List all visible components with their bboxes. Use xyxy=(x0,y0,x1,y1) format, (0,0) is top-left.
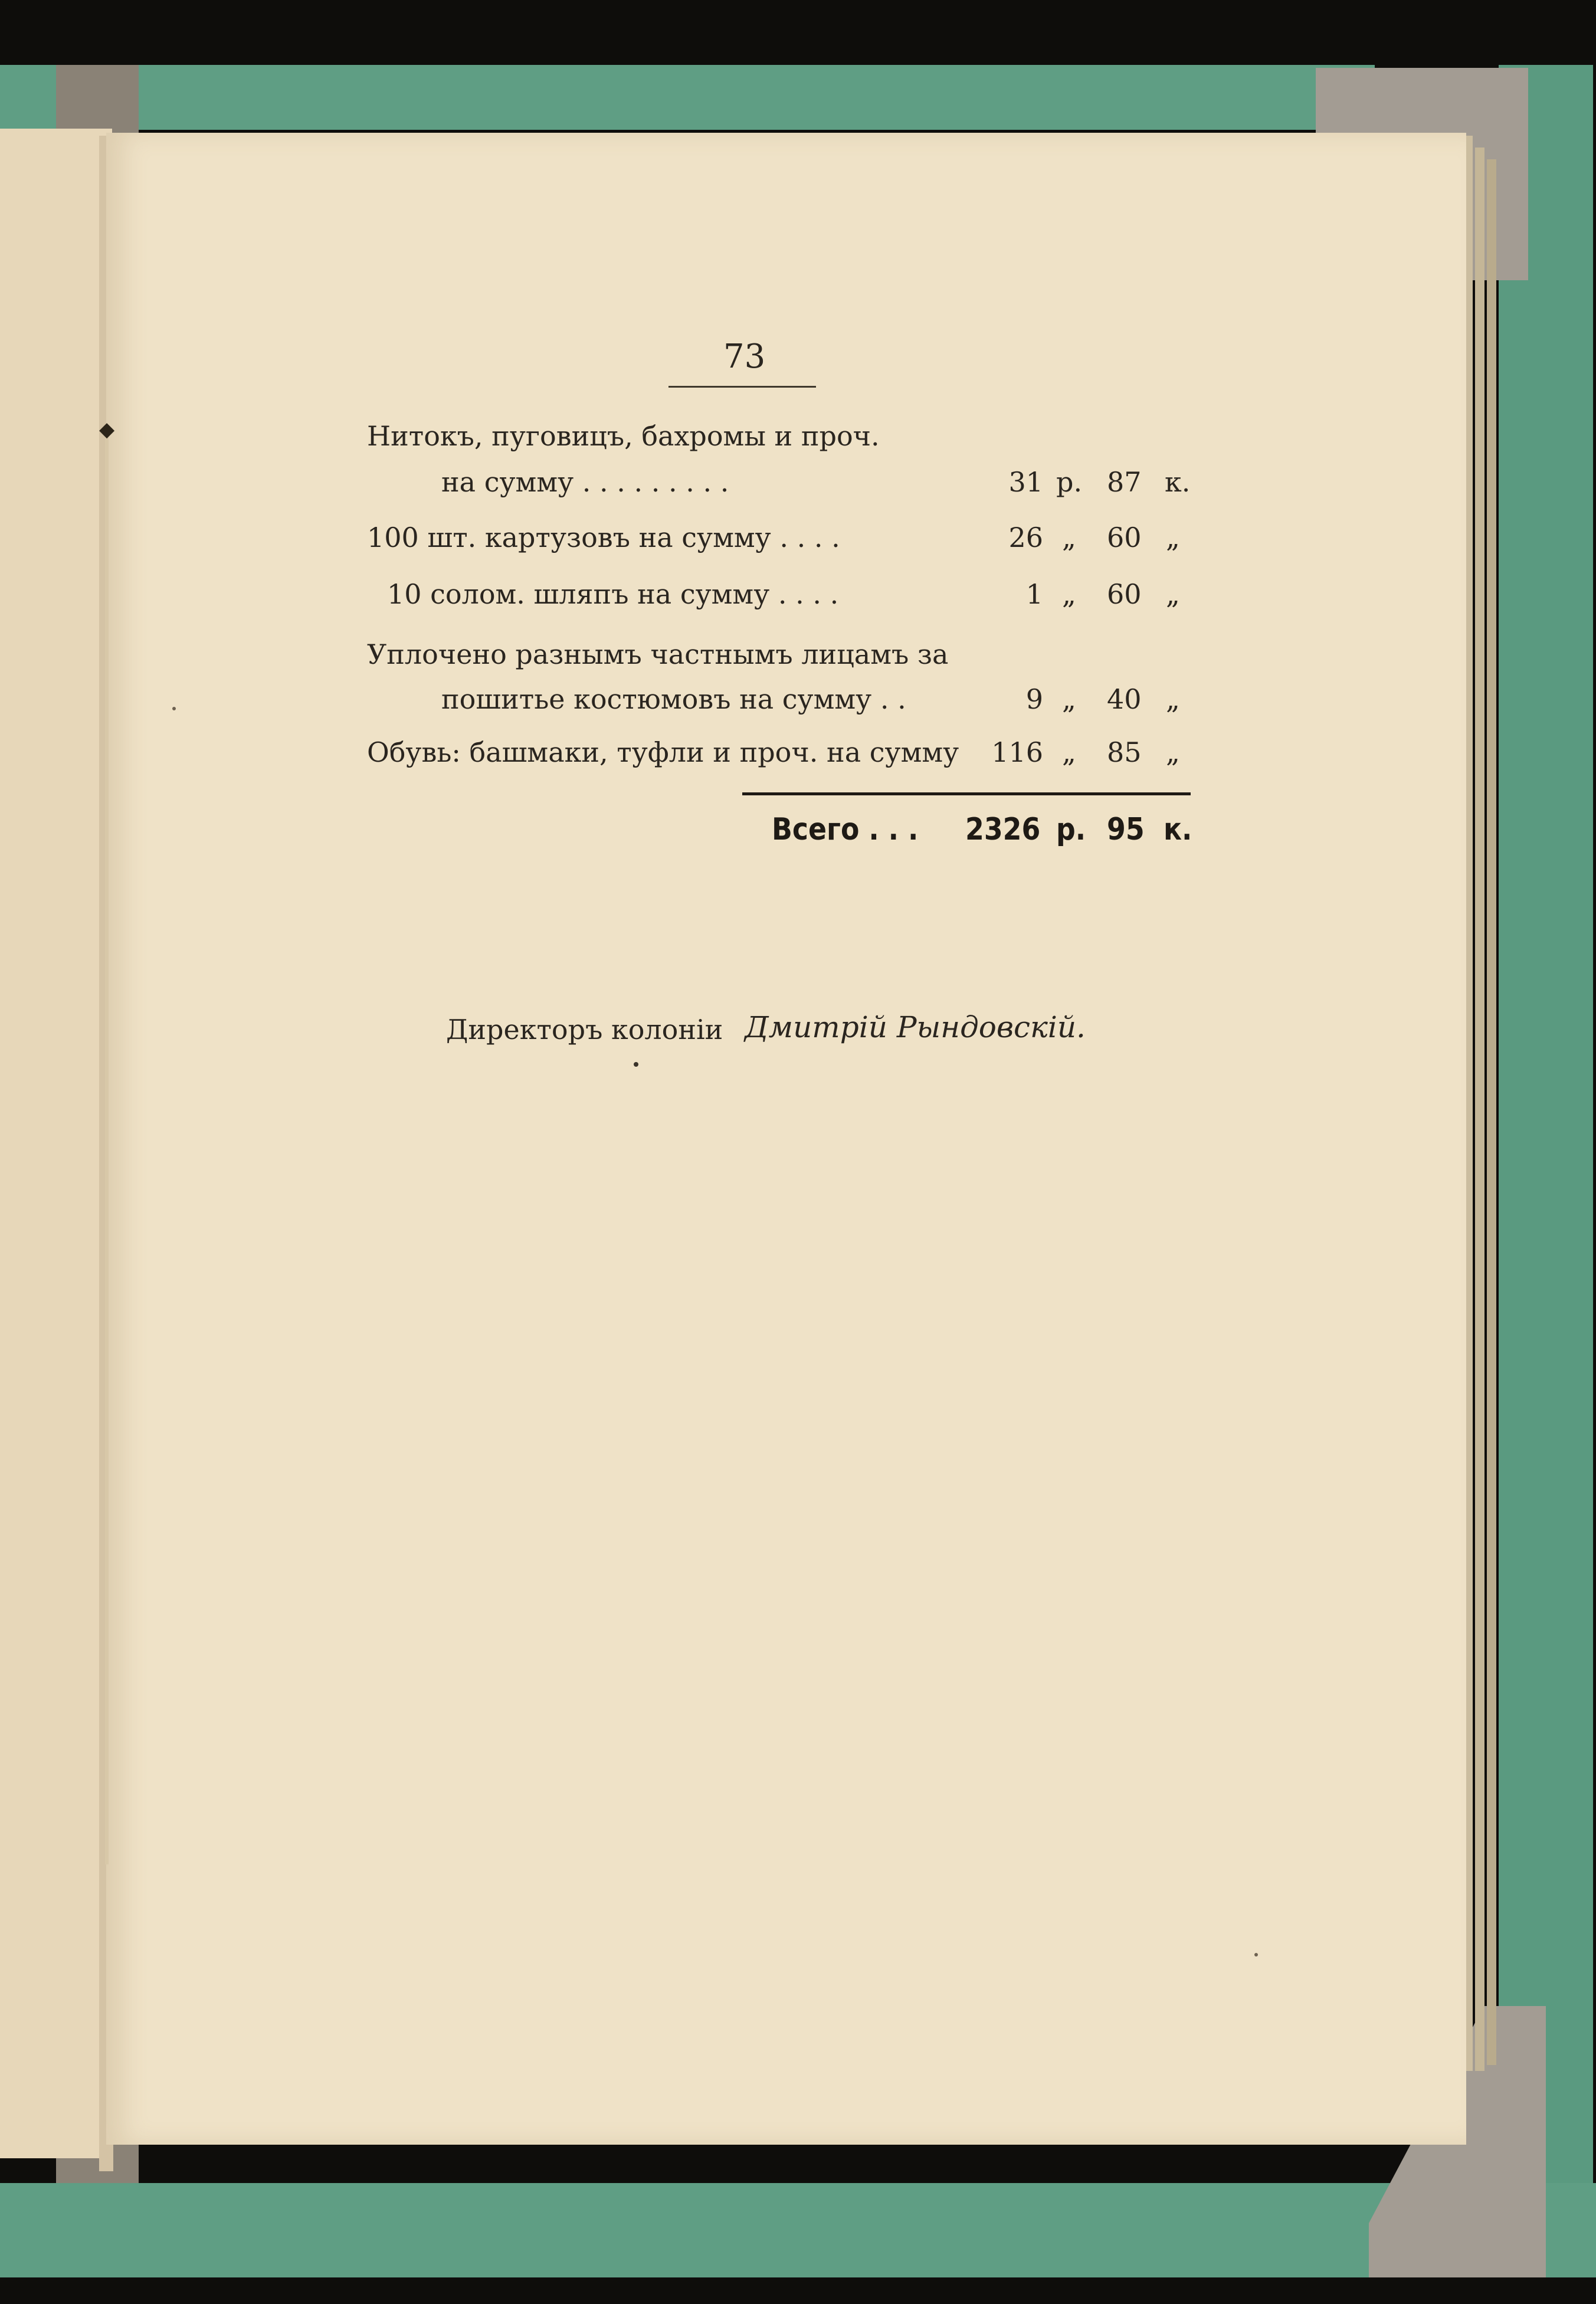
green-cloth-bottom xyxy=(0,2183,1596,2277)
total-rub-unit: р. xyxy=(1056,812,1086,847)
left-facing-page xyxy=(0,129,115,2158)
paper-spot xyxy=(172,707,176,710)
signature-title: Директоръ колоніи xyxy=(446,1014,723,1046)
item-5-line1: Обувь: башмаки, туфли и проч. на сумму xyxy=(367,736,959,768)
item-5-kop-unit: „ xyxy=(1166,736,1180,768)
item-1-kop: 87 xyxy=(1107,466,1142,498)
item-4-rub: 9 xyxy=(1025,683,1043,715)
item-5-rub-unit: „ xyxy=(1062,736,1076,768)
item-4-rub-unit: „ xyxy=(1062,683,1076,715)
item-3-rub: 1 xyxy=(1025,578,1043,610)
green-cloth-top xyxy=(0,65,1375,130)
total-kop: 95 xyxy=(1107,812,1145,847)
page-stack-edge xyxy=(1475,148,1484,2071)
item-4-kop: 40 xyxy=(1107,683,1142,715)
gutter-fold xyxy=(105,425,109,1864)
item-1-line2: на сумму . . . . . . . . . xyxy=(441,466,729,498)
item-4-line1: Уплочено разнымъ частнымъ лицамъ за xyxy=(367,638,949,670)
green-cloth-right xyxy=(1499,65,1593,2277)
item-1-rub: 31 xyxy=(1008,466,1043,498)
item-5-rub: 116 xyxy=(991,736,1043,768)
item-3-kop-unit: „ xyxy=(1166,578,1180,610)
total-label: Всего . . . xyxy=(772,812,919,847)
item-3-line1: 10 солом. шляпъ на сумму . . . . xyxy=(387,578,839,610)
item-1-rub-unit: р. xyxy=(1056,466,1083,498)
item-4-line2: пошитье костюмовъ на сумму . . xyxy=(441,683,906,715)
signature-name: Дмитрій Рындовскій. xyxy=(745,1010,1086,1044)
item-3-rub-unit: „ xyxy=(1062,578,1076,610)
item-2-line1: 100 шт. картузовъ на сумму . . . . xyxy=(367,522,840,553)
page-number-rule xyxy=(668,386,816,388)
item-2-kop: 60 xyxy=(1107,522,1142,553)
ink-dot xyxy=(634,1062,638,1067)
item-4-kop-unit: „ xyxy=(1166,683,1180,715)
total-kop-unit: к. xyxy=(1164,812,1192,847)
item-2-rub-unit: „ xyxy=(1062,522,1076,553)
item-2-kop-unit: „ xyxy=(1166,522,1180,553)
item-5-kop: 85 xyxy=(1107,736,1142,768)
item-1-kop-unit: к. xyxy=(1165,466,1191,498)
total-rule xyxy=(742,792,1191,795)
total-rub: 2326 xyxy=(965,812,1041,847)
page-number: 73 xyxy=(723,337,766,376)
page-stack-edge xyxy=(1487,159,1496,2065)
item-3-kop: 60 xyxy=(1107,578,1142,610)
paper-spot xyxy=(1254,1953,1258,1956)
item-1-line1: Нитокъ, пуговицъ, бахромы и проч. xyxy=(367,420,880,452)
item-2-rub: 26 xyxy=(1008,522,1043,553)
gutter-pin: ◆ xyxy=(99,418,115,441)
